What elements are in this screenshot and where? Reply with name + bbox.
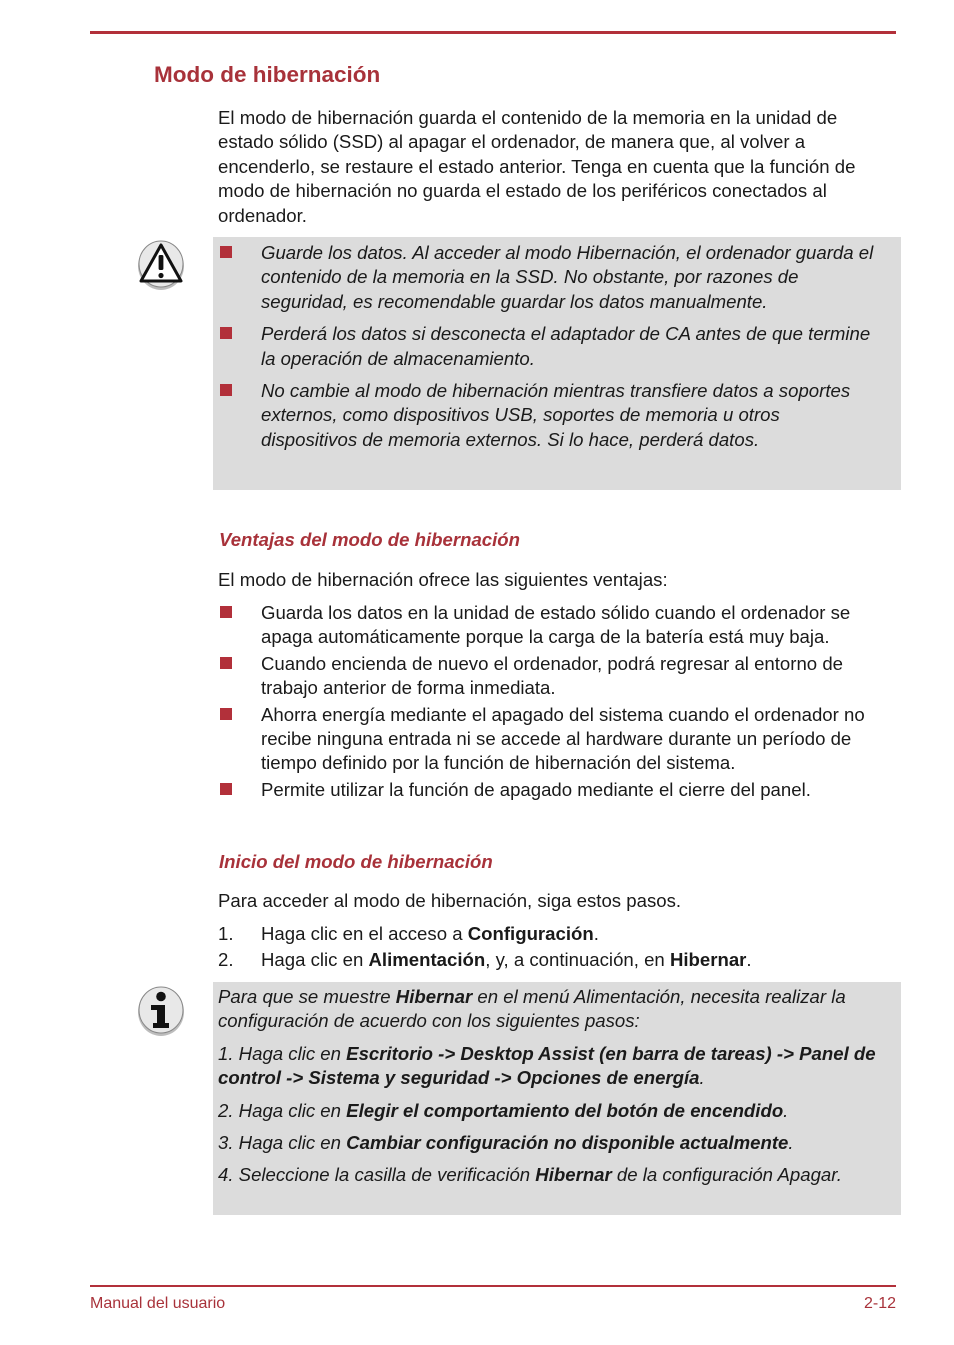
- info-text: 4. Seleccione la casilla de verificación: [218, 1164, 536, 1186]
- ui-term: Elegir el comportamiento del botón de encendido: [346, 1099, 784, 1121]
- ui-term-hibernar: Hibernar: [669, 949, 747, 971]
- step-text: .: [593, 923, 599, 944]
- list-item: Permite utilizar la función de apagado mediante el cierre del panel.: [261, 778, 897, 802]
- step-text: Haga clic en el acceso a: [261, 923, 468, 944]
- warning-list: [261, 241, 881, 452]
- ui-term-hibernar: Hibernar: [535, 1164, 612, 1186]
- header-rule: [90, 31, 896, 34]
- ui-term-hibernar: Hibernar: [395, 986, 473, 1007]
- footer-rule: [90, 1285, 896, 1287]
- warning-item: Guarde los datos. Al acceder al modo Hibernación, el ordenador guarda el contenido de la memoria en la SSD. No obstante, por razones de seguridad, es recomendable guardar los datos manualmente.: [261, 241, 881, 314]
- start-intro: Para acceder al modo de hibernación, siga estos pasos.: [218, 890, 682, 911]
- list-item: Ahorra energía mediante el apagado del sistema cuando el ordenador no recibe ninguna entrada ni se accede al hardware durante un período de tiempo definido por la función de hibernación del sistema.: [261, 703, 897, 776]
- info-note: [213, 982, 901, 1215]
- footer-title: Manual del usuario: [90, 1295, 226, 1312]
- warning-note: [213, 237, 901, 490]
- info-text: de la configuración Apagar.: [611, 1164, 842, 1186]
- info-text: 3. Haga clic en: [218, 1132, 347, 1154]
- info-text: 2. Haga clic en: [218, 1099, 347, 1121]
- ui-term-alimentacion: Alimentación: [368, 949, 486, 971]
- info-step-2: [218, 1099, 887, 1123]
- warning-icon: [136, 239, 186, 291]
- ui-path: Escritorio -> Desktop Assist (en barra de tareas) -> Panel de control -> Sistema y seguridad -> Opciones de energía: [218, 1042, 876, 1089]
- benefits-heading: Ventajas del modo de hibernación: [219, 529, 521, 550]
- step-text: .: [746, 949, 752, 971]
- step-item: [218, 948, 898, 972]
- info-step-1: [218, 1042, 887, 1091]
- start-heading: Inicio del modo de hibernación: [219, 851, 493, 872]
- step-text: Haga clic en: [261, 949, 369, 971]
- list-item: Guarda los datos en la unidad de estado sólido cuando el ordenador se apaga automáticamente porque la carga de la batería está muy baja.: [261, 601, 897, 650]
- warning-item: No cambie al modo de hibernación mientras transfiere datos a soportes externos, como dispositivos USB, soportes de memoria u otros dispositivos de memoria externos. Si lo hace, perderá datos.: [261, 379, 881, 452]
- info-paragraph: [218, 985, 887, 1034]
- info-step-3: [218, 1131, 887, 1155]
- step-number: 1.: [218, 923, 234, 944]
- section-title: Modo de hibernación: [154, 62, 381, 87]
- step-text: , y, a continuación, en: [485, 949, 670, 971]
- info-text: Para que se muestre: [218, 986, 396, 1007]
- warning-item: Perderá los datos si desconecta el adaptador de CA antes de que termine la operación de almacenamiento.: [261, 322, 881, 371]
- info-text: .: [788, 1132, 794, 1154]
- page-number: 2-12: [863, 1295, 896, 1312]
- ui-term: Cambiar configuración no disponible actualmente: [346, 1132, 789, 1154]
- list-item: Cuando encienda de nuevo el ordenador, podrá regresar al entorno de trabajo anterior de forma inmediata.: [261, 652, 897, 701]
- info-text: 1. Haga clic en: [218, 1042, 347, 1064]
- info-text: en el menú Alimentación, necesita realizar la configuración de acuerdo con los siguientes pasos:: [218, 986, 846, 1032]
- info-step-4: [218, 1163, 887, 1187]
- step-number: 2.: [218, 949, 234, 971]
- info-text: .: [699, 1067, 705, 1089]
- steps-list: [218, 922, 898, 975]
- step-item: [218, 922, 898, 946]
- info-icon: [136, 985, 186, 1037]
- info-text: .: [783, 1099, 789, 1121]
- ui-term-configuracion: Configuración: [467, 923, 594, 944]
- intro-paragraph: El modo de hibernación guarda el contenido de la memoria en la unidad de estado sólido (SSD) al apagar el ordenador, de manera que, al volver a encenderlo, se restaure el estado anterior. Tenga en cuenta que la función de modo de hibernación no guarda el estado de los periféricos conectados al ordenador.: [218, 107, 856, 226]
- benefits-intro: El modo de hibernación ofrece las siguientes ventajas:: [218, 569, 668, 590]
- benefits-list: [261, 601, 897, 804]
